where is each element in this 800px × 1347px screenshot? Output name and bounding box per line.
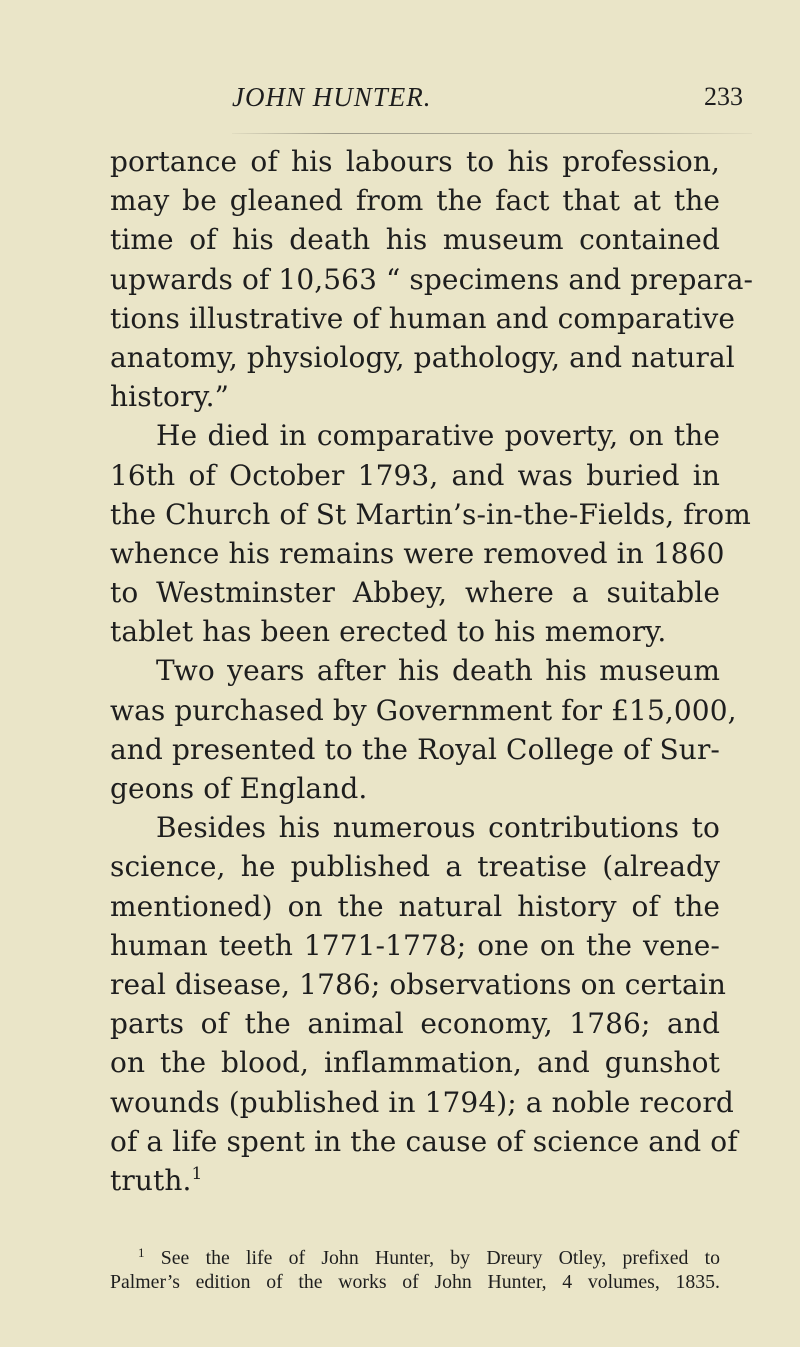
- text-line: 16th of October 1793, and was buried in: [110, 458, 720, 492]
- text-line: tions illustrative of human and comparative: [110, 301, 736, 335]
- text-line: tablet has been erected to his memory.: [110, 615, 667, 649]
- text-line: was purchased by Government for £15,000,: [110, 693, 737, 727]
- text-line: Two years after his death his museum: [156, 654, 720, 688]
- footnote-line: [110, 1246, 720, 1270]
- text-line: mentioned) on the natural history of the: [110, 889, 720, 923]
- text-line: parts of the animal economy, 1786; and: [110, 1007, 720, 1041]
- footnote-reference: 1: [191, 1163, 203, 1184]
- text-line: anatomy, physiology, pathology, and natural: [110, 340, 735, 374]
- text-line: geons of England.: [110, 772, 368, 805]
- text-line: He died in comparative poverty, on the: [156, 419, 720, 453]
- page-header: [0, 82, 800, 122]
- text-line: wounds (published in 1794); a noble record: [110, 1085, 734, 1119]
- header-rule: [232, 133, 752, 134]
- text-line: on the blood, inflammation, and gunshot: [110, 1046, 720, 1080]
- footnote: [110, 1246, 720, 1294]
- text-line: whence his remains were removed in 1860: [110, 536, 725, 570]
- text-line: history.”: [110, 380, 230, 414]
- text-line: Besides his numerous contributions to: [156, 811, 720, 845]
- text-line-last: [110, 1161, 720, 1200]
- footnote-line: Palmer’s edition of the works of John Hunter, 4 volumes, 1835.: [110, 1271, 720, 1293]
- text-line: real disease, 1786; observations on certain: [110, 967, 726, 1001]
- text-line: time of his death his museum contained: [110, 223, 720, 257]
- running-title: JOHN HUNTER.: [232, 82, 432, 112]
- text-line: portance of his labours to his profession,: [110, 145, 720, 178]
- body-text: [110, 142, 754, 1200]
- text-line: may be gleaned from the fact that at the: [110, 184, 720, 218]
- page-number: 233: [704, 82, 743, 111]
- text-line: upwards of 10,563 “ specimens and prepara-: [110, 262, 754, 296]
- text-line: human teeth 1771-1778; one on the vene-: [110, 928, 720, 962]
- footnote-text: See the life of John Hunter, by Dreury Otley, prefixed to: [160, 1247, 721, 1269]
- footnote-marker: 1: [138, 1245, 145, 1260]
- text-line: to Westminster Abbey, where a suitable: [110, 576, 720, 610]
- text-line: and presented to the Royal College of Sur-: [110, 732, 720, 766]
- final-word: truth.: [110, 1163, 192, 1197]
- text-line: of a life spent in the cause of science and of: [110, 1124, 738, 1158]
- text-line: science, he published a treatise (already: [110, 850, 720, 884]
- text-line: the Church of St Martin’s-in-the-Fields, from: [110, 497, 751, 531]
